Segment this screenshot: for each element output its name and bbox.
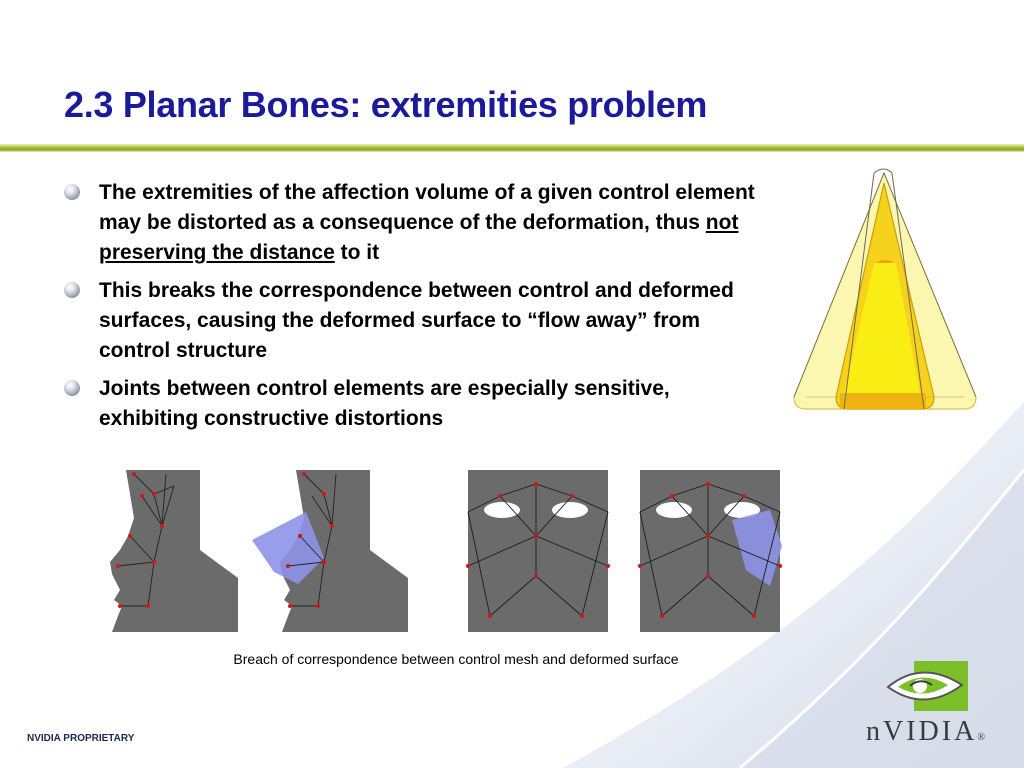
bullet-text: The extremities of the affection volume of a given control element may be distorted as a consequence of the deformation, thus xyxy=(99,181,755,234)
profile-face-original xyxy=(110,470,238,632)
bullet-text: Joints between control elements are especially sensitive, exhibiting constructive distortions xyxy=(99,377,670,430)
slide-title: 2.3 Planar Bones: extremities problem xyxy=(64,84,708,125)
bullet-text: This breaks the correspondence between control and deformed surfaces, causing the deformed surface to “flow away” from control structure xyxy=(99,279,734,362)
bullet-item xyxy=(64,178,764,268)
nvidia-wordmark-text: nVIDIA xyxy=(866,716,978,747)
bullet-text-end: to it xyxy=(334,241,380,264)
cone-illustration xyxy=(788,165,984,415)
profile-face-deformed xyxy=(252,470,408,632)
bullet-item xyxy=(64,276,764,366)
nvidia-wordmark xyxy=(866,716,985,748)
footer-proprietary: NVIDIA PROPRIETARY xyxy=(27,733,135,744)
front-face-deformed xyxy=(638,470,782,632)
figure-caption: Breach of correspondence between control mesh and deformed surface xyxy=(233,651,679,667)
bullet-item xyxy=(64,374,764,434)
registered-mark: ® xyxy=(977,732,985,743)
bullet-sphere-icon xyxy=(64,184,80,200)
face-deformation-images xyxy=(70,466,830,636)
bullet-sphere-icon xyxy=(64,380,80,396)
front-face-original xyxy=(466,470,610,632)
bullet-sphere-icon xyxy=(64,282,80,298)
bullet-list xyxy=(64,178,764,442)
title-divider xyxy=(0,144,1024,152)
nvidia-eye-icon xyxy=(886,661,968,711)
bullet-underlined-text: not preserving the distance xyxy=(99,211,739,264)
